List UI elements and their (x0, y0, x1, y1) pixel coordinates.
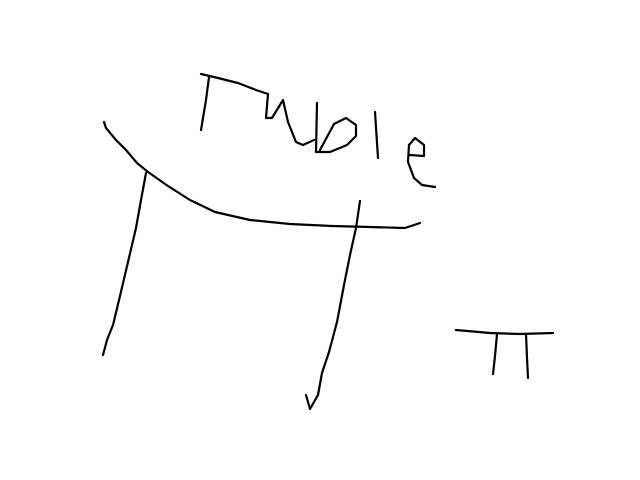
table-left-leg (103, 173, 146, 355)
letter-e (408, 138, 435, 187)
table-sketch (103, 122, 420, 409)
letter-b (316, 103, 356, 152)
letter-t (201, 74, 268, 130)
handwritten-label-table (201, 74, 435, 187)
pi-sketch (456, 330, 553, 378)
pi-right-leg (526, 334, 528, 378)
table-top-curve (104, 122, 420, 228)
letter-a (266, 94, 314, 145)
pi-top-bar (456, 330, 553, 334)
pi-left-leg (493, 334, 497, 374)
table-right-leg (306, 201, 360, 409)
letter-l (375, 112, 378, 158)
